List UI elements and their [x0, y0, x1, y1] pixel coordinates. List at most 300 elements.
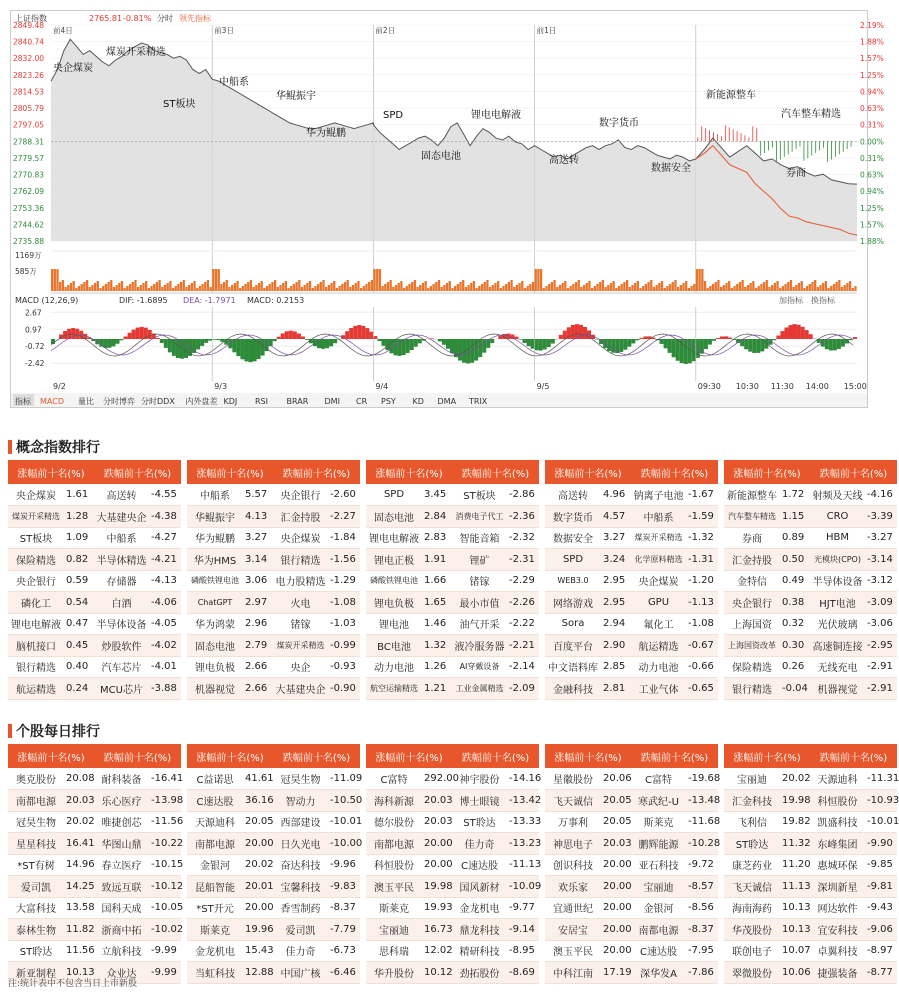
table-row — [8, 919, 181, 941]
item-name: HBM — [810, 527, 865, 549]
item-change: 20.00 — [601, 940, 631, 962]
table-row — [366, 919, 539, 941]
y-tick-label: 2849.48 — [13, 21, 45, 30]
item-name: 央企煤炭 — [631, 570, 686, 592]
volume-bar — [134, 280, 136, 291]
item-name: ST板块 — [452, 484, 507, 506]
item-name: 火电 — [273, 592, 328, 614]
chart-annotation: 汽车整车精选 — [781, 109, 841, 120]
item-change: 20.05 — [601, 790, 631, 812]
concept-table-1 — [8, 460, 181, 700]
item-change: 2.94 — [601, 613, 631, 635]
item-name: 宜通世纪 — [545, 897, 601, 919]
macd-bar — [643, 336, 647, 339]
item-change: 19.96 — [243, 919, 273, 941]
gainers-header: 涨幅前十名(%) — [8, 744, 94, 768]
item-change: -0.99 — [328, 635, 360, 657]
item-change: 1.21 — [422, 678, 452, 700]
volume-bar — [580, 287, 582, 291]
volume-bar — [261, 281, 263, 291]
item-change: -2.21 — [507, 635, 539, 657]
item-change: 2.97 — [243, 592, 273, 614]
item-name: 国科天成 — [94, 897, 149, 919]
tab-dma[interactable]: DMA — [437, 397, 457, 406]
item-name: 汽车整车精选 — [724, 506, 780, 528]
item-name: SPD — [366, 484, 422, 506]
volume-bar — [674, 280, 676, 291]
tab-量比[interactable]: 量比 — [78, 397, 94, 406]
item-change: -6.46 — [328, 962, 360, 984]
macd-bar — [833, 339, 837, 350]
item-change: 2.66 — [243, 678, 273, 700]
concept-table-2 — [187, 460, 360, 700]
macd-bar — [204, 339, 208, 343]
volume-bar — [121, 281, 123, 291]
table-row — [545, 876, 718, 898]
item-name: 海南海药 — [724, 897, 780, 919]
item-change: 20.03 — [64, 790, 94, 812]
tab-brar[interactable]: BRAR — [286, 397, 309, 406]
macd-bar — [527, 339, 531, 346]
y-tick-label-right: 1.25% — [860, 203, 884, 213]
y-tick-label-right: 0.31% — [860, 120, 884, 130]
table-row — [724, 854, 897, 876]
macd-bar — [559, 335, 563, 339]
item-name: 斯莱克 — [631, 811, 686, 833]
volume-bar — [666, 286, 668, 291]
volume-bar — [242, 286, 244, 291]
y-tick-label-right: 1.25% — [860, 70, 884, 80]
item-change: 0.26 — [780, 656, 810, 678]
macd-value: MACD: 0.2153 — [247, 296, 305, 305]
item-change: -13.42 — [507, 790, 539, 812]
item-name: 汇金科技 — [724, 790, 780, 812]
item-change: 0.40 — [64, 656, 94, 678]
item-change: 0.32 — [780, 613, 810, 635]
item-name: 浙商中拓 — [94, 919, 149, 941]
table-row — [187, 570, 360, 592]
item-change: 2.84 — [422, 506, 452, 528]
table-row — [545, 549, 718, 571]
volume-bar — [513, 287, 515, 291]
item-change: -10.15 — [149, 854, 181, 876]
item-change: 20.00 — [243, 897, 273, 919]
table-row — [8, 635, 181, 657]
item-name: 机器视觉 — [187, 678, 243, 700]
item-change: 20.00 — [601, 854, 631, 876]
volume-bar — [322, 280, 324, 291]
item-name: 佳力奇 — [273, 940, 328, 962]
macd-bar — [381, 339, 385, 346]
volume-bar — [631, 285, 633, 291]
item-change: 1.65 — [422, 592, 452, 614]
y-tick-label-right: 2.19% — [860, 21, 884, 30]
volume-bar — [685, 281, 687, 291]
item-name: 油气开采 — [452, 613, 507, 635]
table-row — [545, 940, 718, 962]
item-name: WEB3.0 — [545, 570, 601, 592]
day-label: 前1日 — [536, 26, 557, 35]
volume-bar — [422, 283, 424, 291]
macd-bar — [373, 336, 377, 339]
volume-bar — [830, 286, 832, 291]
volume-bar — [368, 282, 370, 291]
item-change: -9.72 — [686, 854, 718, 876]
macd-bar — [321, 339, 325, 349]
item-name: 大基建央企 — [273, 678, 328, 700]
volume-bar — [392, 287, 394, 291]
item-name: 煤炭开采精选 — [631, 527, 686, 549]
losers-header: 跌幅前十名(%) — [94, 744, 181, 768]
item-name: 电力股精选 — [273, 570, 328, 592]
losers-header: 跌幅前十名(%) — [631, 460, 718, 484]
volume-bar — [656, 285, 658, 291]
item-change: -4.02 — [149, 635, 181, 657]
item-change: -0.93 — [328, 656, 360, 678]
volume-bar — [365, 284, 367, 291]
volume-bar — [446, 283, 448, 291]
volume-bar — [529, 284, 531, 291]
macd-bar — [390, 339, 394, 353]
item-name: 华升股份 — [366, 962, 422, 984]
volume-bar — [470, 283, 472, 291]
volume-bar — [712, 284, 714, 291]
stock-table-1 — [8, 744, 184, 984]
volume-bar — [572, 284, 574, 291]
item-change: -4.01 — [149, 656, 181, 678]
item-change: -0.66 — [686, 656, 718, 678]
volume-bar — [164, 285, 166, 291]
volume-bar — [755, 288, 757, 291]
item-name: 煤炭开采精选 — [8, 506, 64, 528]
volume-bar — [72, 281, 74, 291]
macd-bar — [446, 339, 450, 349]
item-change: 4.13 — [243, 506, 273, 528]
table-row — [724, 549, 897, 571]
volume-bar — [349, 287, 351, 291]
item-name: 消费电子代工 — [452, 506, 507, 528]
index-change: -0.81% — [123, 14, 152, 23]
item-name: 劲拓股份 — [452, 962, 507, 984]
volume-bar — [207, 280, 209, 291]
volume-bar — [768, 287, 770, 291]
volume-bar — [81, 284, 83, 291]
item-change: -11.13 — [507, 854, 539, 876]
macd-bar — [829, 339, 833, 350]
item-name: 宜安科技 — [810, 919, 865, 941]
item-change: -7.86 — [686, 962, 718, 984]
item-name: 航运精选 — [8, 678, 64, 700]
volume-bar — [89, 287, 91, 291]
tab-kdj[interactable]: KDJ — [223, 397, 238, 406]
item-name: 飞天诚信 — [724, 876, 780, 898]
volume-bar — [607, 285, 609, 291]
table-row — [366, 768, 539, 790]
item-name: 上海国资 — [724, 613, 780, 635]
volume-bar — [430, 286, 432, 291]
volume-bar — [414, 280, 416, 291]
item-name: 万事利 — [545, 811, 601, 833]
item-name: 汇金持股 — [724, 549, 780, 571]
volume-bar — [672, 282, 674, 291]
item-change: 20.01 — [243, 876, 273, 898]
tab-内外盘差[interactable]: 内外盘差 — [185, 397, 218, 406]
item-change: -13.23 — [507, 833, 539, 855]
macd-bar — [668, 339, 672, 353]
macd-bar — [611, 339, 615, 353]
volume-bar — [594, 286, 596, 291]
item-change: -8.95 — [507, 940, 539, 962]
y-tick-label: 2735.88 — [13, 237, 45, 246]
gainers-header: 涨幅前十名(%) — [366, 460, 452, 484]
item-name: 宝丽迪 — [724, 768, 780, 790]
volume-bar — [62, 280, 64, 291]
item-change: 19.93 — [422, 897, 452, 919]
volume-bar — [301, 287, 303, 291]
table-row — [724, 833, 897, 855]
volume-bar — [690, 286, 692, 291]
chart-annotation: ST板块 — [163, 99, 196, 110]
volume-bar — [650, 280, 652, 291]
y-tick-label-right: 0.00% — [860, 137, 884, 147]
volume-bar — [395, 285, 397, 291]
item-change: -13.98 — [149, 790, 181, 812]
item-name: 南都电源 — [8, 790, 64, 812]
item-name: 金特信 — [724, 570, 780, 592]
x-tick-label: 9/4 — [375, 382, 389, 391]
volume-bar — [535, 269, 537, 291]
item-change: -16.41 — [149, 768, 181, 790]
item-change: -9.43 — [865, 897, 897, 919]
item-name: 动力电池 — [631, 656, 686, 678]
item-name: 东峰集团 — [810, 833, 865, 855]
macd-y-label: 2.67 — [25, 308, 42, 318]
item-change: -1.67 — [686, 484, 718, 506]
volume-bar — [279, 285, 281, 291]
macd-bar — [708, 339, 712, 345]
item-change: 1.61 — [64, 484, 94, 506]
macd-bar — [216, 339, 220, 340]
table-row — [187, 854, 360, 876]
tab-kd[interactable]: KD — [412, 397, 424, 406]
y-tick-label: 2814.53 — [13, 87, 45, 97]
item-change: -2.27 — [328, 506, 360, 528]
item-change: 4.57 — [601, 506, 631, 528]
macd-bar — [490, 339, 494, 343]
item-name: 斯莱克 — [187, 919, 243, 941]
item-change: -11.31 — [865, 768, 897, 790]
macd-bar — [772, 339, 776, 340]
macd-bar — [531, 339, 535, 349]
macd-bar — [664, 339, 668, 348]
macd-bar — [115, 339, 119, 344]
macd-bar — [631, 339, 635, 343]
item-change: -9.96 — [328, 854, 360, 876]
item-name: 翠微股份 — [724, 962, 780, 984]
item-change: -10.05 — [149, 897, 181, 919]
item-name: 中船系 — [94, 527, 149, 549]
volume-bar — [277, 287, 279, 291]
macd-y-label: -2.42 — [25, 359, 45, 369]
item-name: 精研科技 — [452, 940, 507, 962]
item-name: 南都电源 — [366, 833, 422, 855]
volume-bar — [602, 280, 604, 291]
macd-bar — [353, 326, 357, 339]
x-tick-label: 10:30 — [735, 382, 759, 391]
table-row — [187, 484, 360, 506]
tab-psy[interactable]: PSY — [381, 397, 396, 406]
item-name: 中船系 — [187, 484, 243, 506]
volume-bar — [854, 286, 856, 291]
tab-分时博弈[interactable]: 分时博弈 — [103, 397, 135, 406]
stock-tables — [8, 744, 897, 984]
volume-bar — [677, 287, 679, 291]
macd-bar — [305, 339, 309, 340]
item-name: 金银河 — [631, 897, 686, 919]
table-row — [187, 897, 360, 919]
volume-bar — [250, 280, 252, 291]
item-name: 央企煤炭 — [8, 484, 64, 506]
item-name: 西部建设 — [273, 811, 328, 833]
volume-bar — [282, 283, 284, 291]
macd-bar — [414, 339, 418, 347]
item-name: 网络游戏 — [545, 592, 601, 614]
item-change: 16.41 — [64, 833, 94, 855]
tab-cr[interactable]: CR — [356, 397, 368, 406]
macd-bar — [208, 339, 212, 341]
volume-bar — [774, 283, 776, 291]
table-row — [187, 790, 360, 812]
tab-macd[interactable]: MACD — [40, 397, 64, 406]
tab-dmi[interactable]: DMI — [324, 397, 340, 406]
volume-bar — [521, 281, 523, 291]
macd-bar — [289, 331, 293, 339]
item-name: 泰林生物 — [8, 919, 64, 941]
item-change: -10.01 — [328, 811, 360, 833]
table-row — [545, 790, 718, 812]
index-price: 2765.81 — [89, 14, 123, 23]
item-change: -10.00 — [328, 833, 360, 855]
x-tick-label: 11:30 — [770, 382, 794, 391]
volume-bar — [210, 287, 212, 291]
macd-bar — [478, 339, 482, 357]
item-name: 日久光电 — [273, 833, 328, 855]
item-change: 5.57 — [243, 484, 273, 506]
volume-bar — [56, 269, 58, 291]
table-row — [545, 656, 718, 678]
table-row — [8, 678, 181, 700]
intraday-chart-panel — [10, 10, 884, 408]
macd-bar — [518, 339, 522, 340]
tab-指标[interactable]: 指标 — [15, 397, 31, 406]
item-change: 13.58 — [64, 897, 94, 919]
item-name: 众业达 — [94, 962, 149, 984]
table-row — [187, 656, 360, 678]
item-change: 0.50 — [780, 549, 810, 571]
volume-bar — [115, 285, 117, 291]
volume-bar — [70, 283, 72, 291]
volume-bar — [661, 281, 663, 291]
table-row — [8, 790, 181, 812]
table-row — [724, 768, 897, 790]
volume-bar — [739, 282, 741, 291]
tab-rsi[interactable]: RSI — [255, 397, 268, 406]
item-change: -4.21 — [149, 549, 181, 571]
volume-bar — [156, 282, 158, 291]
table-row — [724, 635, 897, 657]
volume-bar — [543, 288, 545, 291]
losers-header: 跌幅前十名(%) — [94, 460, 181, 484]
volume-bar — [185, 287, 187, 291]
volume-bar — [782, 286, 784, 291]
y-tick-label: 2753.36 — [13, 203, 45, 213]
item-change: -2.95 — [865, 635, 897, 657]
item-name: 航空运输精选 — [366, 678, 422, 700]
volume-bar — [561, 283, 563, 291]
item-name: 飞天诚信 — [545, 790, 601, 812]
macd-bar — [535, 339, 539, 350]
volume-bar — [287, 288, 289, 291]
volume-bar — [441, 287, 443, 291]
item-name: 大富科技 — [8, 897, 64, 919]
macd-bar — [240, 339, 244, 359]
volume-bar — [693, 284, 695, 291]
macd-bar — [780, 331, 784, 339]
item-name: 寒武纪-U — [631, 790, 686, 812]
item-change: -10.01 — [865, 811, 897, 833]
item-name: 半导体设备 — [810, 570, 865, 592]
volume-bar — [204, 282, 206, 291]
volume-bar — [99, 288, 101, 291]
table-row — [187, 940, 360, 962]
volume-bar — [551, 282, 553, 291]
volume-bar — [183, 280, 185, 291]
volume-bar — [696, 269, 698, 291]
item-change: -8.77 — [865, 962, 897, 984]
volume-bar — [142, 283, 144, 291]
volume-bar — [591, 288, 593, 291]
table-row — [366, 678, 539, 700]
volume-bar — [798, 283, 800, 291]
item-name: 金龙机电 — [452, 897, 507, 919]
item-change: -3.27 — [865, 527, 897, 549]
item-name: GPU — [631, 592, 686, 614]
table-row — [366, 833, 539, 855]
macd-bar — [627, 339, 631, 347]
volume-bar — [218, 269, 220, 291]
macd-bar — [377, 339, 381, 341]
tab-trix[interactable]: TRIX — [469, 397, 488, 406]
item-change: -8.97 — [865, 940, 897, 962]
macd-bar — [514, 337, 518, 339]
table-row — [366, 876, 539, 898]
tab-分时ddx[interactable]: 分时DDX — [141, 397, 175, 406]
table-row — [187, 549, 360, 571]
macd-bar — [764, 339, 768, 349]
item-change: -2.91 — [865, 656, 897, 678]
macd-bar — [579, 325, 583, 339]
item-change: -13.48 — [686, 790, 718, 812]
item-name: 白酒 — [94, 592, 149, 614]
item-change: 1.32 — [422, 635, 452, 657]
volume-bar — [497, 281, 499, 291]
item-change: 14.25 — [64, 876, 94, 898]
table-row — [8, 876, 181, 898]
volume-bar — [537, 269, 539, 291]
volume-bar — [223, 282, 225, 291]
volume-bar — [459, 282, 461, 291]
volume-bar — [658, 283, 660, 291]
